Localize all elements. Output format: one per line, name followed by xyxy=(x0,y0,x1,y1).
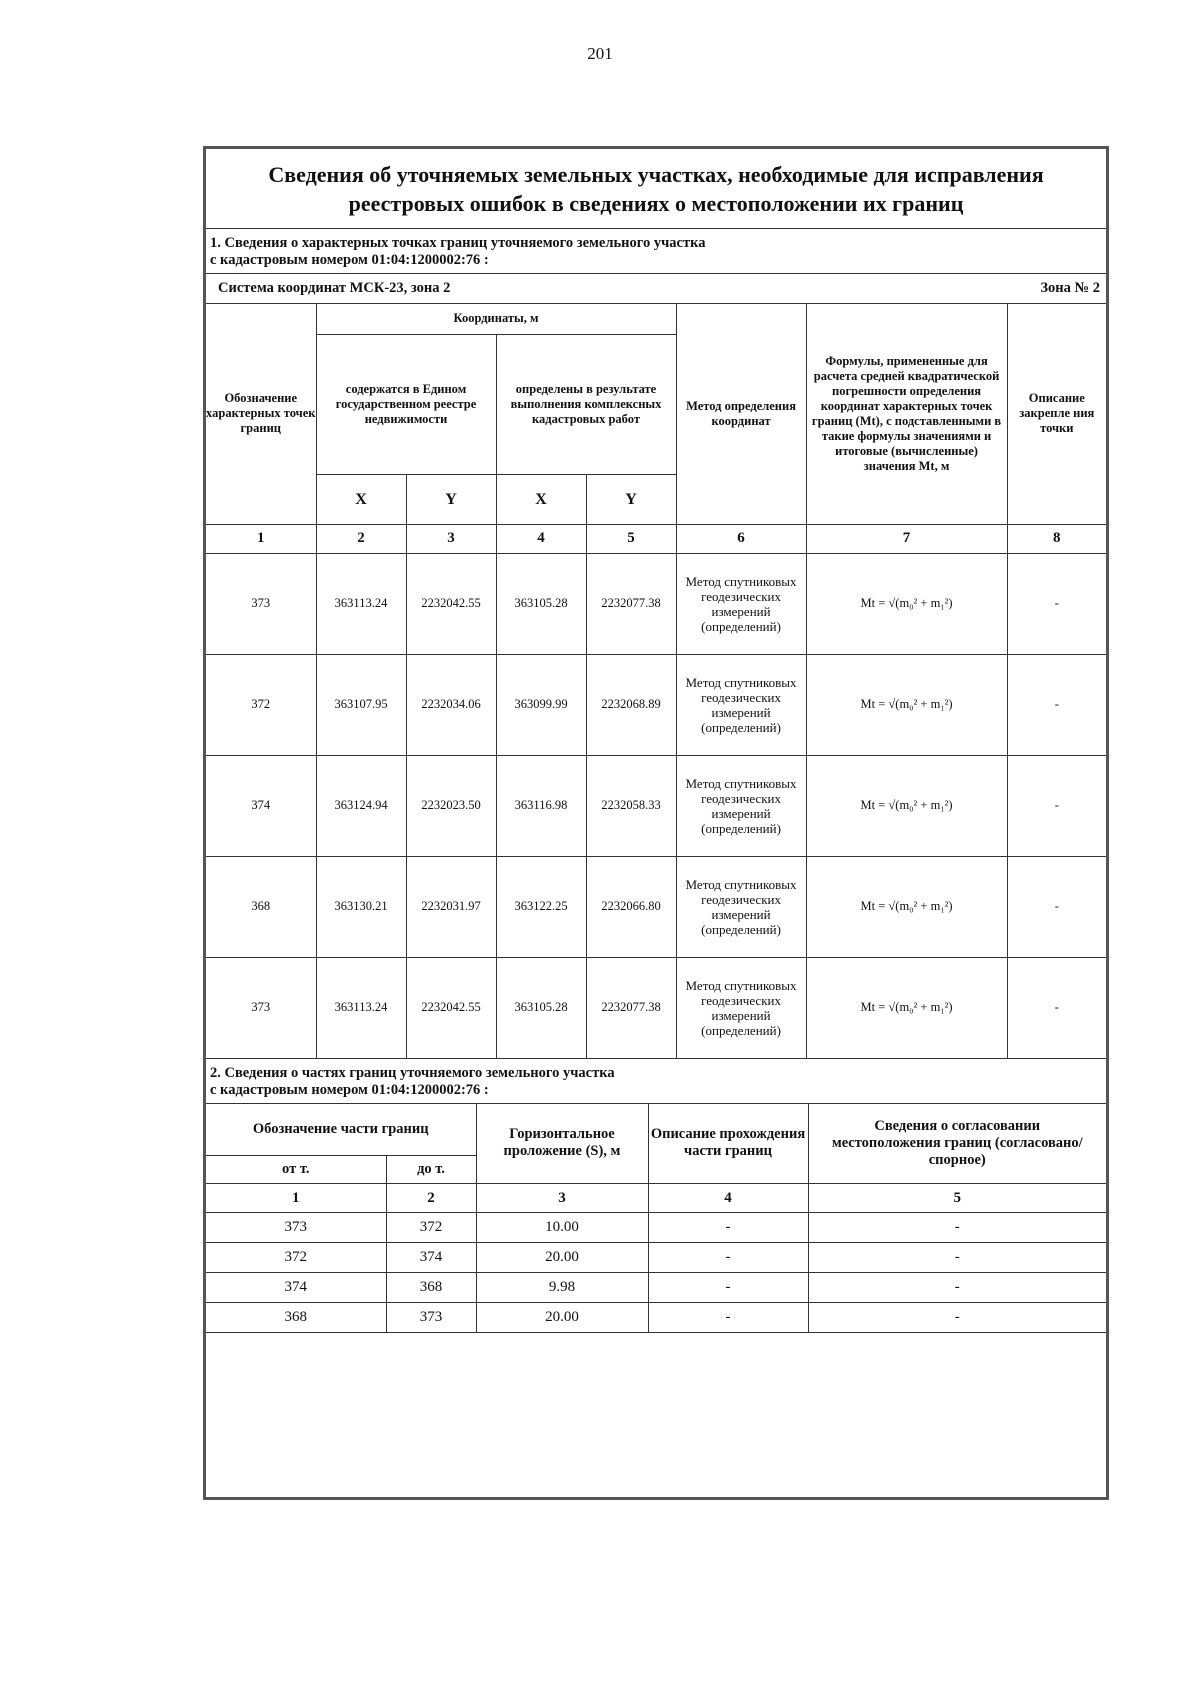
section1-line-2: с кадастровым номером 01:04:1200002:76 : xyxy=(210,252,489,268)
formula: Mt = √(m₀² + m₁²) xyxy=(806,957,1007,1058)
parts-table xyxy=(206,1104,1106,1334)
passage-description: - xyxy=(648,1303,808,1333)
y-registry: 2232042.55 xyxy=(406,553,496,654)
formula: Mt = √(m₀² + m₁²) xyxy=(806,553,1007,654)
col-number: 3 xyxy=(406,524,496,553)
agreement-status: - xyxy=(808,1243,1106,1273)
points-table xyxy=(206,304,1106,1059)
horizontal-distance: 10.00 xyxy=(476,1213,648,1243)
passage-description: - xyxy=(648,1273,808,1303)
formula: Mt = √(m₀² + m₁²) xyxy=(806,654,1007,755)
header-description: Описание закрепле ния точки xyxy=(1007,304,1106,524)
x-registry: 363113.24 xyxy=(316,553,406,654)
col-number: 5 xyxy=(808,1184,1106,1213)
point-id: 373 xyxy=(206,553,316,654)
method: Метод спутниковых геодезических измерений (определений) xyxy=(676,553,806,654)
x-determined: 363116.98 xyxy=(496,755,586,856)
passage-description: - xyxy=(648,1243,808,1273)
y-registry: 2232031.97 xyxy=(406,856,496,957)
section2-line-1: 2. Сведения о частях границ уточняемого земельного участка xyxy=(210,1064,615,1081)
x-determined: 363122.25 xyxy=(496,856,586,957)
horizontal-distance: 20.00 xyxy=(476,1243,648,1273)
to-point: 374 xyxy=(386,1243,476,1273)
header-part: Обозначение части границ xyxy=(206,1104,476,1156)
from-point: 373 xyxy=(206,1213,386,1243)
point-id: 373 xyxy=(206,957,316,1058)
horizontal-distance: 9.98 xyxy=(476,1273,648,1303)
to-point: 373 xyxy=(386,1303,476,1333)
coordinate-system-row xyxy=(206,274,1106,304)
formula: Mt = √(m₀² + m₁²) xyxy=(806,856,1007,957)
method: Метод спутниковых геодезических измерений (определений) xyxy=(676,654,806,755)
col-number: 7 xyxy=(806,524,1007,553)
table-row xyxy=(206,1243,1106,1273)
point-description: - xyxy=(1007,957,1106,1058)
x-registry: 363124.94 xyxy=(316,755,406,856)
table-row xyxy=(206,856,1106,957)
col-number: 2 xyxy=(386,1184,476,1213)
y-registry: 2232042.55 xyxy=(406,957,496,1058)
header-to: до т. xyxy=(386,1156,476,1184)
method: Метод спутниковых геодезических измерений (определений) xyxy=(676,856,806,957)
horizontal-distance: 20.00 xyxy=(476,1303,648,1333)
x-determined: 363105.28 xyxy=(496,957,586,1058)
column-numbers-row xyxy=(206,524,1106,553)
col-number: 1 xyxy=(206,1184,386,1213)
header-passage: Описание прохождения части границ xyxy=(648,1104,808,1184)
page-number: 201 xyxy=(587,44,613,63)
y-determined: 2232068.89 xyxy=(586,654,676,755)
header-agreement: Сведения о согласовании местоположения границ (согласовано/спорное) xyxy=(808,1104,1106,1184)
x-registry: 363113.24 xyxy=(316,957,406,1058)
table-row xyxy=(206,1273,1106,1303)
header-from: от т. xyxy=(206,1156,386,1184)
table-row xyxy=(206,957,1106,1058)
point-description: - xyxy=(1007,856,1106,957)
agreement-status: - xyxy=(808,1303,1106,1333)
y-registry: 2232034.06 xyxy=(406,654,496,755)
y-determined: 2232066.80 xyxy=(586,856,676,957)
coordinate-system: Система координат МСК-23, зона 2 xyxy=(218,280,451,296)
from-point: 368 xyxy=(206,1303,386,1333)
y-determined: 2232058.33 xyxy=(586,755,676,856)
y-registry: 2232023.50 xyxy=(406,755,496,856)
passage-description: - xyxy=(648,1213,808,1243)
header-horizontal: Горизонтальное проложение (S), м xyxy=(476,1104,648,1184)
point-description: - xyxy=(1007,553,1106,654)
col-number: 1 xyxy=(206,524,316,553)
section1-heading xyxy=(206,229,1106,274)
x-registry: 363130.21 xyxy=(316,856,406,957)
col-number: 2 xyxy=(316,524,406,553)
table-row xyxy=(206,1303,1106,1333)
from-point: 374 xyxy=(206,1273,386,1303)
x-registry: 363107.95 xyxy=(316,654,406,755)
agreement-status: - xyxy=(808,1213,1106,1243)
agreement-status: - xyxy=(808,1273,1106,1303)
table-row xyxy=(206,553,1106,654)
point-id: 374 xyxy=(206,755,316,856)
formula: Mt = √(m₀² + m₁²) xyxy=(806,755,1007,856)
header-y-determined: Y xyxy=(586,474,676,524)
title-line-2: реестровых ошибок в сведениях о местоположении их границ xyxy=(348,190,964,216)
section2-heading xyxy=(206,1059,1106,1104)
table-row xyxy=(206,1213,1106,1243)
header-method: Метод определения координат xyxy=(676,304,806,524)
header-x-determined: X xyxy=(496,474,586,524)
section2-line-2: с кадастровым номером 01:04:1200002:76 : xyxy=(210,1081,489,1098)
table-row xyxy=(206,755,1106,856)
col-number: 3 xyxy=(476,1184,648,1213)
zone-label: Зона № 2 xyxy=(1040,280,1100,296)
col-number: 4 xyxy=(496,524,586,553)
header-y-registry: Y xyxy=(406,474,496,524)
col-number: 6 xyxy=(676,524,806,553)
x-determined: 363105.28 xyxy=(496,553,586,654)
to-point: 372 xyxy=(386,1213,476,1243)
table-row xyxy=(206,654,1106,755)
point-id: 372 xyxy=(206,654,316,755)
section1-line-1: 1. Сведения о характерных точках границ уточняемого земельного участка xyxy=(210,235,706,251)
point-id: 368 xyxy=(206,856,316,957)
header-point: Обозначение характерных точек границ xyxy=(206,304,316,524)
header-registry: содержатся в Едином государственном реестре недвижимости xyxy=(316,334,496,474)
header-formula: Формулы, примененные для расчета средней квадратической погрешности определения координат характерных точек границ (Mt), с подставленными в такие формулы значениями и итоговые (вычисленные) значения Mt, м xyxy=(806,304,1007,524)
col-number: 5 xyxy=(586,524,676,553)
from-point: 372 xyxy=(206,1243,386,1273)
x-determined: 363099.99 xyxy=(496,654,586,755)
header-x-registry: X xyxy=(316,474,406,524)
title-line-1: Сведения об уточняемых земельных участках, необходимые для исправления xyxy=(268,161,1044,187)
header-determined: определены в результате выполнения комплексных кадастровых работ xyxy=(496,334,676,474)
col-number: 4 xyxy=(648,1184,808,1213)
point-description: - xyxy=(1007,654,1106,755)
document-title xyxy=(206,149,1106,229)
point-description: - xyxy=(1007,755,1106,856)
y-determined: 2232077.38 xyxy=(586,957,676,1058)
column-numbers-row xyxy=(206,1184,1106,1213)
col-number: 8 xyxy=(1007,524,1106,553)
to-point: 368 xyxy=(386,1273,476,1303)
y-determined: 2232077.38 xyxy=(586,553,676,654)
method: Метод спутниковых геодезических измерений (определений) xyxy=(676,957,806,1058)
method: Метод спутниковых геодезических измерений (определений) xyxy=(676,755,806,856)
document-frame xyxy=(203,146,1109,1500)
header-coordinates: Координаты, м xyxy=(316,304,676,334)
